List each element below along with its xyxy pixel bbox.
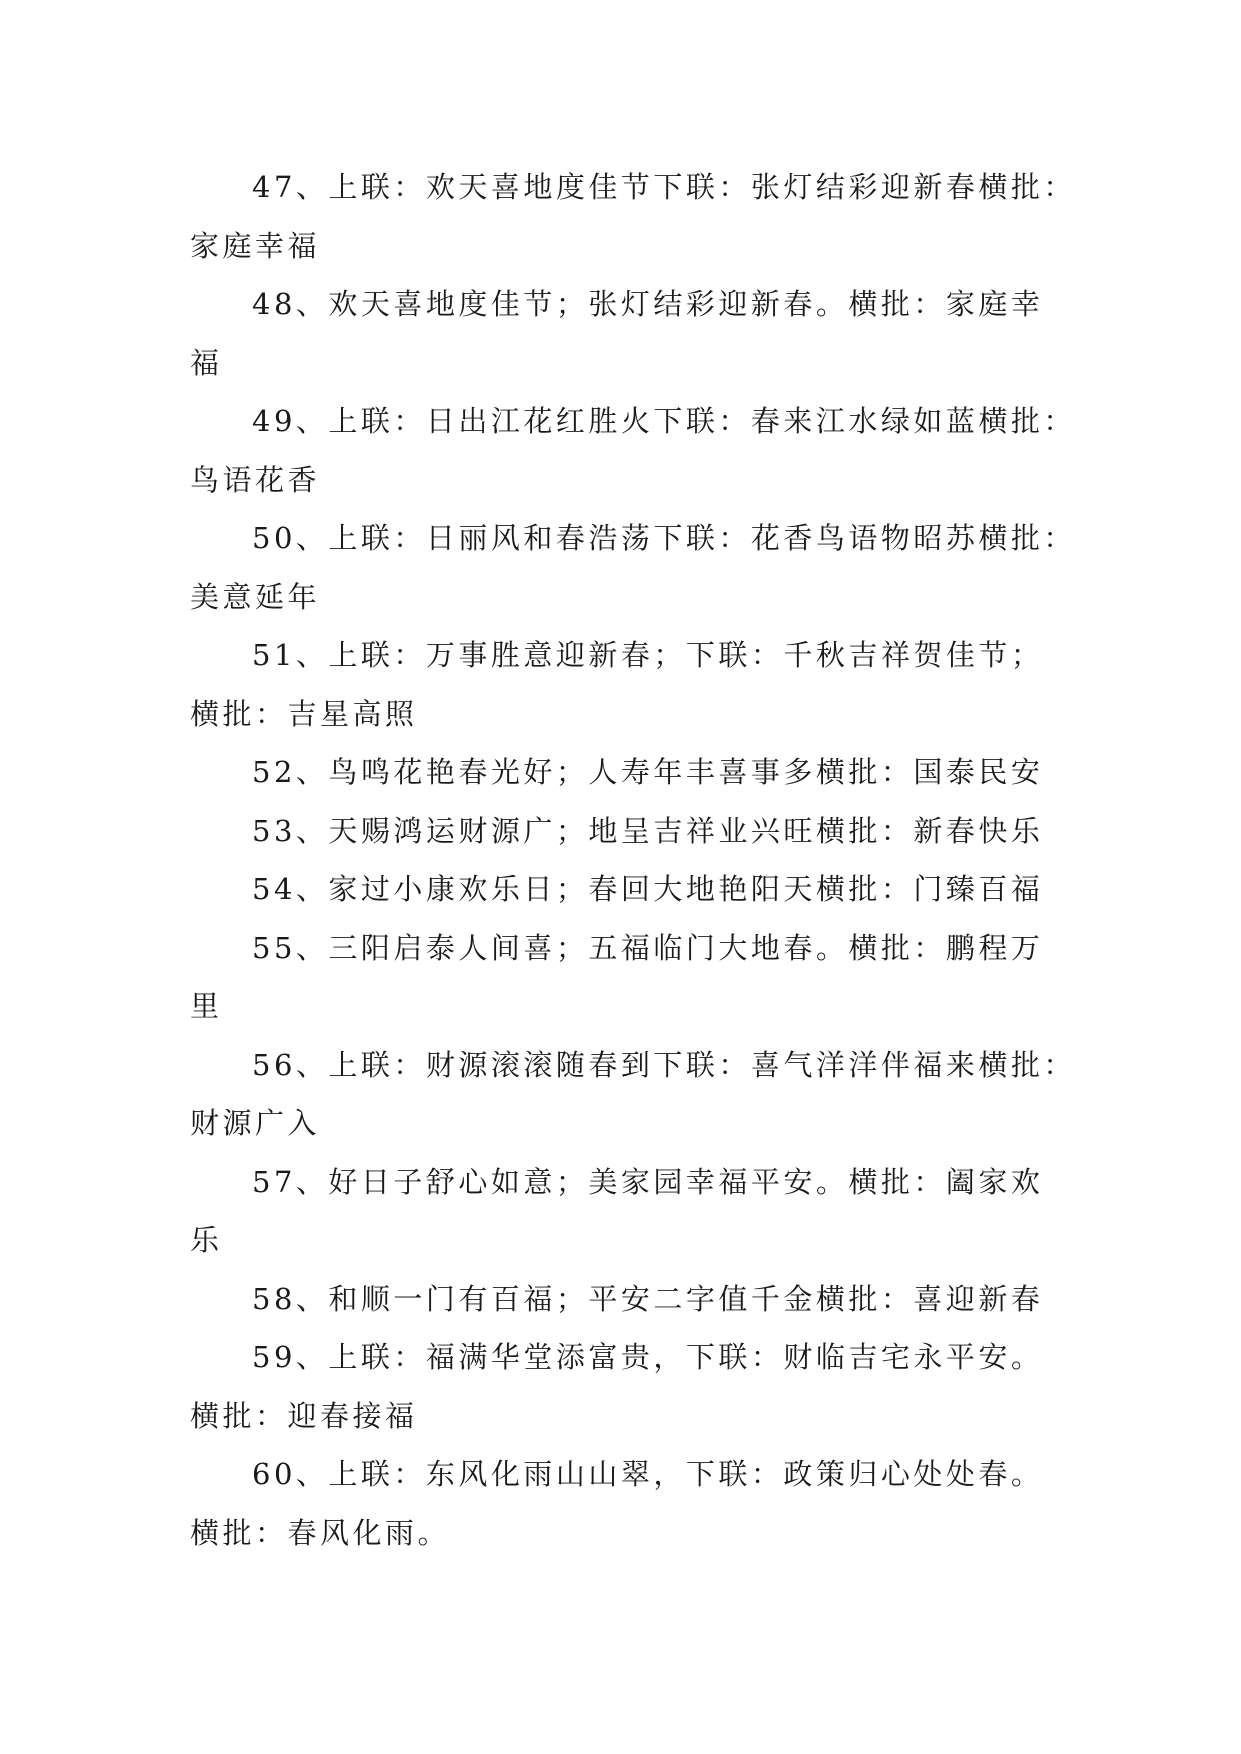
couplet-entry-52: [190, 743, 1060, 802]
couplet-line: 59、上联：福满华堂添富贵，下联：财临吉宅永平安。: [252, 1340, 1044, 1374]
couplet-line: 横批：迎春接福: [190, 1398, 418, 1433]
couplet-entry-48: [190, 275, 1060, 392]
couplet-line: 鸟语花香: [190, 462, 321, 497]
couplet-line: 52、鸟鸣花艳春光好；人寿年丰喜事多横批：国泰民安: [252, 755, 1044, 789]
couplet-line: 57、好日子舒心如意；美家园幸福平安。横批：阖家欢: [252, 1164, 1044, 1199]
couplet-entry-55: [190, 919, 1060, 1036]
couplet-line: 54、家过小康欢乐日；春回大地艳阳天横批：门臻百福: [252, 872, 1044, 906]
couplet-line: 58、和顺一门有百福；平安二字值千金横批：喜迎新春: [252, 1281, 1044, 1316]
couplet-entry-53: [190, 802, 1060, 861]
couplet-line: 横批：春风化雨。: [190, 1515, 451, 1550]
couplet-entry-54: [190, 860, 1060, 919]
couplet-line: 60、上联：东风化雨山山翠，下联：政策归心处处春。: [252, 1457, 1044, 1491]
couplet-line: 47、上联：欢天喜地度佳节下联：张灯结彩迎新春横批：: [252, 170, 1076, 204]
couplet-line: 横批：吉星高照: [190, 696, 418, 731]
couplet-entry-60: [190, 1445, 1060, 1562]
couplet-line: 55、三阳启泰人间喜；五福临门大地春。横批：鹏程万: [252, 930, 1044, 965]
couplet-line: 家庭幸福: [190, 228, 321, 263]
couplet-line: 美意延年: [190, 579, 321, 614]
couplet-line: 里: [190, 989, 223, 1023]
couplet-entry-56: [190, 1036, 1076, 1153]
couplet-entry-47: [190, 158, 1076, 275]
couplet-entry-50: [190, 509, 1076, 626]
couplet-entry-58: [190, 1270, 1060, 1329]
couplet-entry-59: [190, 1328, 1060, 1445]
couplet-line: 49、上联：日出江花红胜火下联：春来江水绿如蓝横批：: [252, 404, 1076, 438]
couplet-line: 48、欢天喜地度佳节；张灯结彩迎新春。横批：家庭幸: [252, 287, 1044, 321]
couplet-line: 51、上联：万事胜意迎新春；下联：千秋吉祥贺佳节；: [252, 638, 1044, 672]
couplet-line: 50、上联：日丽风和春浩荡下联：花香鸟语物昭苏横批：: [252, 521, 1076, 555]
couplet-line: 56、上联：财源滚滚随春到下联：喜气洋洋伴福来横批：: [252, 1047, 1076, 1082]
couplet-line: 财源广入: [190, 1106, 321, 1140]
couplet-line: 福: [190, 345, 223, 380]
couplet-entry-57: [190, 1153, 1060, 1270]
couplet-line: 乐: [190, 1223, 223, 1257]
couplet-line: 53、天赐鸿运财源广；地呈吉祥业兴旺横批：新春快乐: [252, 813, 1044, 848]
couplet-entry-49: [190, 392, 1076, 509]
couplet-list: [190, 158, 1076, 1562]
couplet-entry-51: [190, 626, 1060, 743]
